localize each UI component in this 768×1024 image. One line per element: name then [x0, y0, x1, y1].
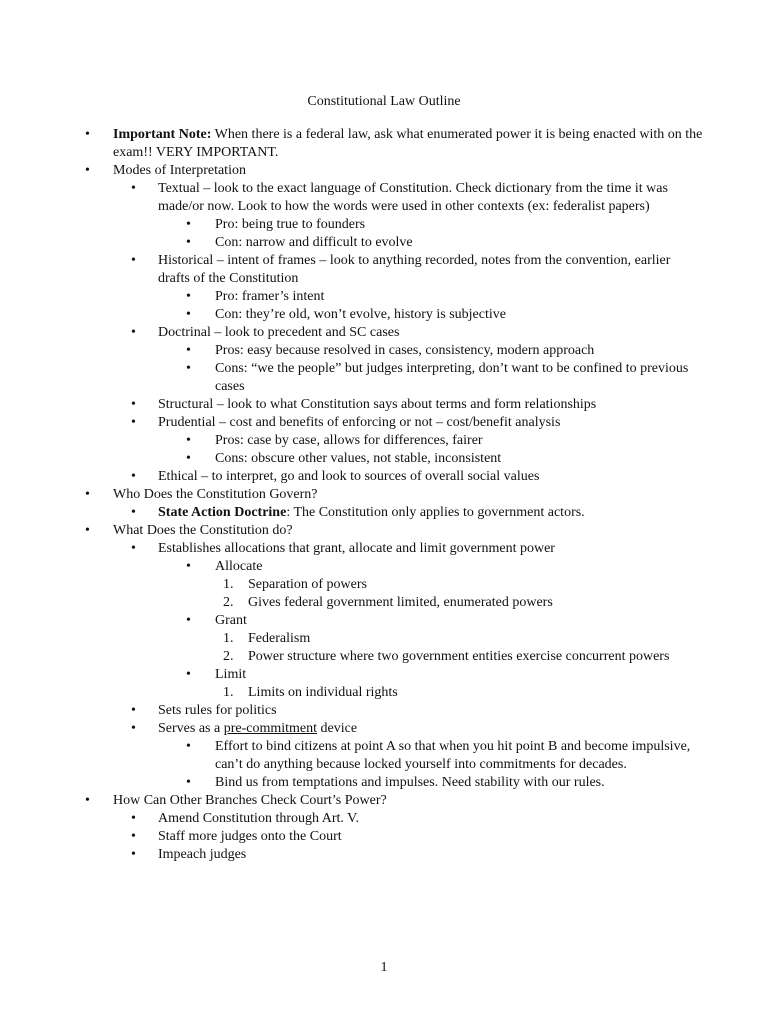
list-item-structural	[131, 396, 705, 414]
impeach-text: Impeach judges	[158, 847, 247, 862]
bullet-icon: •	[131, 325, 136, 340]
bullet-icon: •	[186, 739, 191, 754]
list-item	[186, 342, 705, 360]
bullet-icon: •	[131, 829, 136, 844]
page-number: 1	[380, 960, 388, 975]
numbered-item	[223, 576, 705, 594]
does-list	[131, 540, 705, 792]
check-list	[131, 810, 705, 864]
list-item-historical	[131, 252, 705, 324]
serves-underlined: pre-commitment	[223, 721, 318, 736]
list-item-limit	[186, 666, 705, 702]
grant-numbered-list	[223, 630, 705, 666]
staff-text: Staff more judges onto the Court	[158, 829, 342, 844]
list-item	[186, 288, 705, 306]
item-number: 1.	[223, 685, 234, 700]
prudential-pro: Pros: case by case, allows for differences, fairer	[215, 433, 483, 448]
establishes-sublist	[186, 558, 705, 702]
item-number: 1.	[223, 631, 234, 646]
modes-heading: Modes of Interpretation	[113, 163, 246, 178]
bullet-icon: •	[131, 541, 136, 556]
bind-text: Bind us from temptations and impulses. Need stability with our rules.	[215, 775, 605, 790]
list-item-ethical	[131, 468, 705, 486]
bullet-icon: •	[131, 703, 136, 718]
grant-1: Federalism	[248, 631, 311, 646]
bullet-icon: •	[131, 811, 136, 826]
bullet-icon: •	[186, 361, 191, 376]
list-item-important-note	[85, 126, 705, 162]
list-item	[186, 360, 705, 396]
allocate-2: Gives federal government limited, enumerated powers	[248, 595, 553, 610]
bullet-icon: •	[131, 505, 136, 520]
list-item	[186, 216, 705, 234]
list-item	[186, 774, 705, 792]
list-item-establishes	[131, 540, 705, 702]
note-text: When there is a federal law, ask what enumerated power it is being enacted with on the exam!! VERY IMPORTANT.	[113, 127, 703, 160]
bullet-icon: •	[186, 433, 191, 448]
bullet-icon: •	[131, 847, 136, 862]
bullet-icon: •	[131, 253, 136, 268]
doctrinal-con: Cons: “we the people” but judges interpreting, don’t want to be confined to previous cases	[215, 361, 689, 394]
historical-sublist	[186, 288, 705, 324]
bullet-icon: •	[131, 415, 136, 430]
bullet-icon: •	[186, 559, 191, 574]
numbered-item	[223, 648, 705, 666]
item-number: 2.	[223, 649, 234, 664]
list-item-modes	[85, 162, 705, 486]
establishes-text: Establishes allocations that grant, allocate and limit government power	[158, 541, 555, 556]
list-item-doctrinal	[131, 324, 705, 396]
textual-con: Con: narrow and difficult to evolve	[215, 235, 413, 250]
note-label: Important Note:	[113, 127, 212, 142]
textual-pro: Pro: being true to founders	[215, 217, 366, 232]
textual-text: Textual – look to the exact language of Constitution. Check dictionary from the time it was made/or now. Look to how the words were used in other contexts (ex: federalist papers)	[158, 181, 668, 214]
bullet-icon: •	[186, 613, 191, 628]
grant-text: Grant	[215, 613, 247, 628]
doctrinal-text: Doctrinal – look to precedent and SC cases	[158, 325, 400, 340]
govern-heading: Who Does the Constitution Govern?	[113, 487, 318, 502]
bullet-icon: •	[186, 217, 191, 232]
bullet-icon: •	[186, 667, 191, 682]
bullet-icon: •	[85, 127, 90, 142]
prudential-text: Prudential – cost and benefits of enforcing or not – cost/benefit analysis	[158, 415, 561, 430]
modes-list	[131, 180, 705, 486]
limit-1: Limits on individual rights	[248, 685, 398, 700]
sad-label: State Action Doctrine	[158, 505, 287, 520]
document-title: Constitutional Law Outline	[307, 94, 461, 109]
limit-numbered-list	[223, 684, 705, 702]
historical-text: Historical – intent of frames – look to anything recorded, notes from the convention, earlier drafts of the Constitution	[158, 253, 671, 286]
list-item-allocate	[186, 558, 705, 612]
does-heading: What Does the Constitution do?	[113, 523, 293, 538]
serves-sublist	[186, 738, 705, 792]
list-item	[186, 234, 705, 252]
list-item-serves	[131, 720, 705, 792]
bullet-icon: •	[85, 487, 90, 502]
doctrinal-sublist	[186, 342, 705, 396]
bullet-icon: •	[85, 163, 90, 178]
sad-text: : The Constitution only applies to government actors.	[286, 505, 585, 520]
list-item	[131, 828, 705, 846]
list-item	[186, 738, 705, 774]
bullet-icon: •	[186, 307, 191, 322]
list-item	[186, 450, 705, 468]
item-number: 2.	[223, 595, 234, 610]
grant-2: Power structure where two government entities exercise concurrent powers	[248, 649, 670, 664]
list-item	[186, 432, 705, 450]
bullet-icon: •	[186, 451, 191, 466]
doctrinal-pro: Pros: easy because resolved in cases, consistency, modern approach	[215, 343, 595, 358]
serves-post: device	[317, 721, 358, 736]
check-heading: How Can Other Branches Check Court’s Power?	[113, 793, 387, 808]
bullet-icon: •	[131, 397, 136, 412]
prudential-sublist	[186, 432, 705, 468]
historical-con: Con: they’re old, won’t evolve, history is subjective	[215, 307, 506, 322]
textual-sublist	[186, 216, 705, 252]
list-item-govern	[85, 486, 705, 522]
allocate-1: Separation of powers	[248, 577, 367, 592]
numbered-item	[223, 630, 705, 648]
structural-text: Structural – look to what Constitution says about terms and form relationships	[158, 397, 597, 412]
effort-text: Effort to bind citizens at point A so that when you hit point B and become impulsive, can’t do anything because locked yourself into commitments for decades.	[215, 739, 691, 772]
list-item	[186, 306, 705, 324]
limit-text: Limit	[215, 667, 247, 682]
bullet-icon: •	[85, 523, 90, 538]
list-item-grant	[186, 612, 705, 666]
historical-pro: Pro: framer’s intent	[215, 289, 325, 304]
numbered-item	[223, 594, 705, 612]
list-item-state-action	[131, 504, 705, 522]
bullet-icon: •	[186, 289, 191, 304]
ethical-text: Ethical – to interpret, go and look to sources of overall social values	[158, 469, 540, 484]
list-item	[131, 810, 705, 828]
bullet-icon: •	[85, 793, 90, 808]
allocate-text: Allocate	[215, 559, 263, 574]
numbered-item	[223, 684, 705, 702]
list-item-rules	[131, 702, 705, 720]
bullet-icon: •	[131, 469, 136, 484]
serves-pre: Serves as a	[158, 721, 224, 736]
prudential-con: Cons: obscure other values, not stable, inconsistent	[215, 451, 502, 466]
bullet-icon: •	[186, 343, 191, 358]
amend-text: Amend Constitution through Art. V.	[158, 811, 359, 826]
bullet-icon: •	[131, 721, 136, 736]
rules-text: Sets rules for politics	[158, 703, 277, 718]
list-item	[131, 846, 705, 864]
item-number: 1.	[223, 577, 234, 592]
outline-level-1	[85, 126, 705, 864]
list-item-does	[85, 522, 705, 792]
list-item-check	[85, 792, 705, 864]
govern-list	[131, 504, 705, 522]
bullet-icon: •	[131, 181, 136, 196]
outline	[85, 126, 705, 864]
list-item-textual	[131, 180, 705, 252]
allocate-numbered-list	[223, 576, 705, 612]
bullet-icon: •	[186, 235, 191, 250]
bullet-icon: •	[186, 775, 191, 790]
list-item-prudential	[131, 414, 705, 468]
